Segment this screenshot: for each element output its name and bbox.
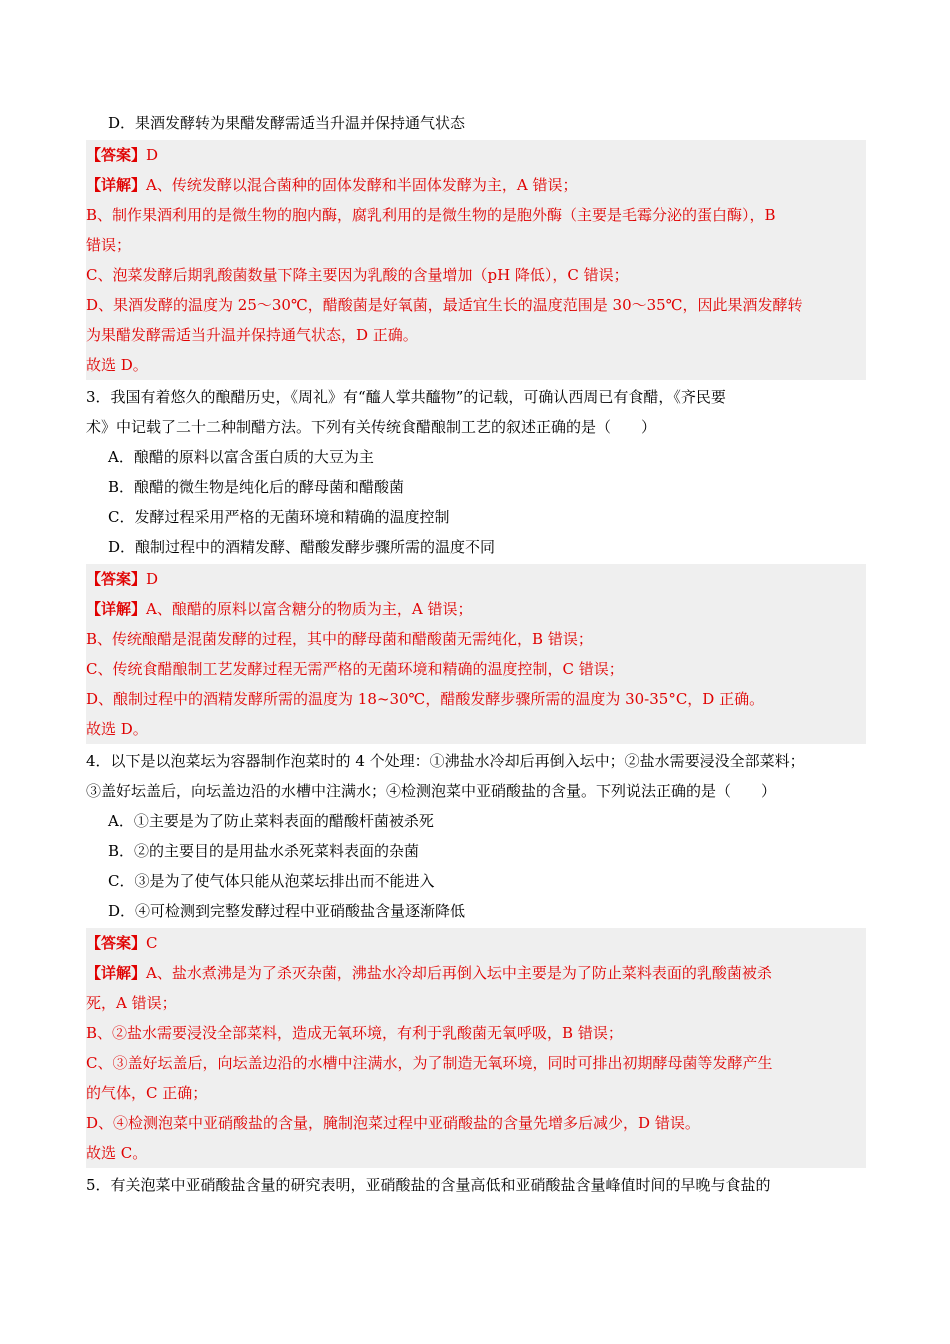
q3-option-d: D．酿制过程中的酒精发酵、醋酸发酵步骤所需的温度不同 (108, 538, 496, 556)
q3-stem: 术》中记载了二十二种制醋方法。下列有关传统食醋酿制工艺的叙述正确的是（ ） (86, 418, 657, 436)
q4-detail-line: D、④检测泡菜中亚硝酸盐的含量，腌制泡菜过程中亚硝酸盐的含量先增多后减少，D 错误。 (86, 1114, 700, 1132)
q2-detail-line: D、果酒发酵的温度为 25～30℃，醋酸菌是好氧菌，最适宜生长的温度范围是 30～35℃，因此果酒发酵转 (86, 296, 803, 314)
q3-detail-line: A、酿醋的原料以富含糖分的物质为主，A 错误； (146, 600, 473, 618)
q3-answer-block (86, 564, 866, 744)
q4-detail-tag: 【详解】 (86, 964, 147, 982)
q3-detail-tag: 【详解】 (86, 600, 147, 618)
q4-stem: 4．以下是以泡菜坛为容器制作泡菜时的 4 个处理：①沸盐水冷却后再倒入坛中；②盐水需要浸没全部菜料； (86, 752, 805, 770)
q2-answer: D (146, 146, 159, 164)
q3-detail-line: B、传统酿醋是混菌发酵的过程，其中的酵母菌和醋酸菌无需纯化，B 错误； (86, 630, 593, 648)
q2-detail-line: 错误； (86, 236, 132, 254)
q4-detail-line: 的气体，C 正确； (86, 1084, 208, 1102)
q2-detail-line: C、泡菜发酵后期乳酸菌数量下降主要因为乳酸的含量增加（pH 降低），C 错误； (86, 266, 629, 284)
q4-answer-tag: 【答案】 (86, 934, 147, 952)
q2-conclusion: 故选 D。 (86, 356, 148, 374)
q4-option-b: B．②的主要目的是用盐水杀死菜料表面的杂菌 (108, 842, 420, 860)
q4-detail-line: A、盐水煮沸是为了杀灭杂菌，沸盐水冷却后再倒入坛中主要是为了防止菜料表面的乳酸菌被杀 (146, 964, 772, 982)
q2-detail-line: 为果醋发酵需适当升温并保持通气状态，D 正确。 (86, 326, 418, 344)
q2-detail-tag: 【详解】 (86, 176, 147, 194)
q2-answer-tag: 【答案】 (86, 146, 147, 164)
q3-option-b: B．酿醋的微生物是纯化后的酵母菌和醋酸菌 (108, 478, 405, 496)
q3-detail-line: C、传统食醋酿制工艺发酵过程无需严格的无菌环境和精确的温度控制，C 错误； (86, 660, 624, 678)
q3-stem: 3．我国有着悠久的酿醋历史，《周礼》有“醯人掌共醯物”的记载，可确认西周已有食醋，《齐民要 (86, 388, 726, 406)
q2-detail-line: B、制作果酒利用的是微生物的胞内酶，腐乳利用的是微生物的是胞外酶（主要是毛霉分泌的蛋白酶），B (86, 206, 776, 224)
q4-option-d: D．④可检测到完整发酵过程中亚硝酸盐含量逐渐降低 (108, 902, 466, 920)
q4-stem: ③盖好坛盖后，向坛盖边沿的水槽中注满水；④检测泡菜中亚硝酸盐的含量。下列说法正确的是（ ） (86, 782, 777, 800)
q2-answer-block (86, 140, 866, 380)
q5-stem: 5．有关泡菜中亚硝酸盐含量的研究表明，亚硝酸盐的含量高低和亚硝酸盐含量峰值时间的早晚与食盐的 (86, 1176, 771, 1194)
q3-conclusion: 故选 D。 (86, 720, 148, 738)
q2-option-d: D．果酒发酵转为果醋发酵需适当升温并保持通气状态 (108, 114, 466, 132)
q3-answer: D (146, 570, 159, 588)
q3-option-a: A．酿醋的原料以富含蛋白质的大豆为主 (108, 448, 374, 466)
q2-detail-line: A、传统发酵以混合菌种的固体发酵和半固体发酵为主，A 错误； (146, 176, 578, 194)
q4-option-c: C．③是为了使气体只能从泡菜坛排出而不能进入 (108, 872, 435, 890)
q4-detail-line: B、②盐水需要浸没全部菜料，造成无氧环境，有利于乳酸菌无氧呼吸，B 错误； (86, 1024, 623, 1042)
q4-detail-line: 死，A 错误； (86, 994, 177, 1012)
q3-answer-tag: 【答案】 (86, 570, 147, 588)
q3-detail-line: D、酿制过程中的酒精发酵所需的温度为 18~30℃，醋酸发酵步骤所需的温度为 30-35°C，D 正确。 (86, 690, 765, 708)
document-page (86, 108, 866, 1200)
q4-option-a: A．①主要是为了防止菜料表面的醋酸杆菌被杀死 (108, 812, 434, 830)
q4-conclusion: 故选 C。 (86, 1144, 148, 1162)
q4-detail-line: C、③盖好坛盖后，向坛盖边沿的水槽中注满水，为了制造无氧环境，同时可排出初期酵母菌等发酵产生 (86, 1054, 773, 1072)
q4-answer: C (146, 934, 158, 952)
q4-answer-block (86, 928, 866, 1168)
q3-option-c: C．发酵过程采用严格的无菌环境和精确的温度控制 (108, 508, 450, 526)
